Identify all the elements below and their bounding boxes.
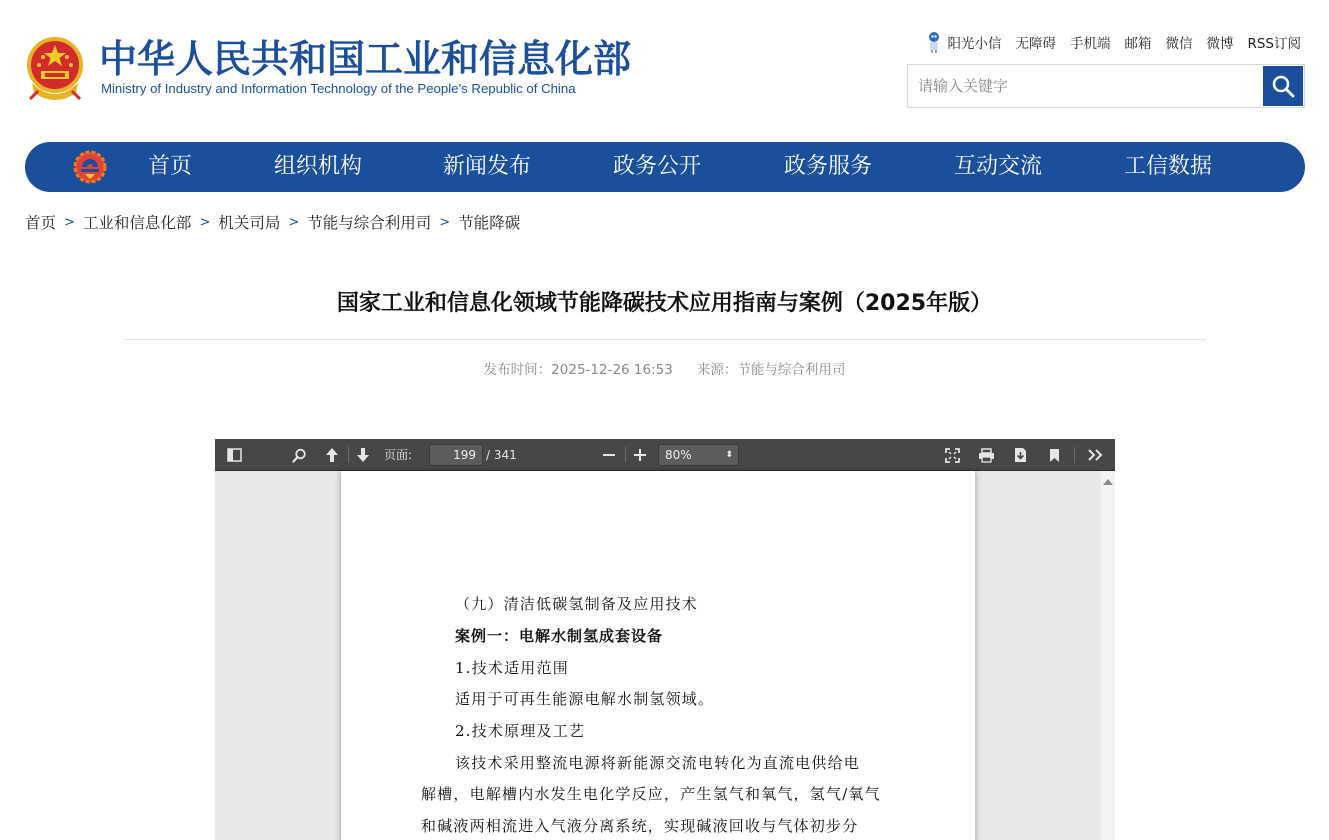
pdf-toolbar [215, 439, 1115, 471]
nav-item-data[interactable]: 工信数据 [1124, 154, 1213, 179]
zoom-out-button[interactable] [598, 439, 620, 471]
toolbar-separator [1074, 447, 1075, 463]
pdf-viewer [215, 439, 1115, 840]
fullscreen-icon [945, 448, 960, 463]
double-chevron-right-icon [1088, 449, 1103, 461]
nav-item-home[interactable]: 首页 [148, 154, 193, 179]
bookmark-button[interactable] [1043, 439, 1065, 471]
pdf-text-line: 和碱液两相流进入气液分离系统，实现碱液回收与气体初步分 [421, 817, 859, 835]
breadcrumb-ministry[interactable]: 工业和信息化部 [82, 214, 192, 232]
next-page-button[interactable] [352, 439, 374, 471]
breadcrumb-department[interactable]: 节能与综合利用司 [307, 214, 432, 232]
tools-button[interactable] [1083, 439, 1107, 471]
toolbar-separator [625, 447, 626, 463]
download-icon [1014, 447, 1027, 463]
find-icon [292, 448, 307, 463]
page-label: 页面: [384, 448, 413, 462]
toolbar-separator [348, 447, 349, 463]
pdf-text-line: （九）清洁低碳氢制备及应用技术 [455, 595, 699, 613]
miit-logo-icon [73, 150, 107, 184]
pdf-scrollbar[interactable] [1101, 471, 1115, 840]
top-link-label: 阳光小信 [947, 36, 1002, 52]
download-button[interactable] [1009, 439, 1031, 471]
article-source: 来源：节能与综合利用司 [696, 362, 846, 378]
pdf-text-line: 案例一：电解水制氢成套设备 [455, 627, 664, 645]
search-box [907, 64, 1305, 108]
search-input[interactable] [908, 65, 1263, 107]
zoom-select[interactable] [658, 444, 739, 466]
nav-item-interaction[interactable]: 互动交流 [954, 154, 1043, 179]
top-link-mobile[interactable]: 手机端 [1069, 36, 1111, 52]
nav-item-services[interactable]: 政务服务 [784, 154, 873, 179]
previous-page-button[interactable] [321, 439, 343, 471]
zoom-in-button[interactable] [629, 439, 651, 471]
pdf-text-line: 适用于可再生能源电解水制氢领域。 [455, 690, 715, 708]
site-name[interactable]: 中华人民共和国工业和信息化部 [99, 37, 632, 81]
chevron-updown-icon: ⬍ [725, 450, 733, 460]
top-links [912, 31, 1301, 53]
robot-mascot-icon [926, 31, 942, 53]
print-button[interactable] [975, 439, 997, 471]
nav-item-organization[interactable]: 组织机构 [274, 154, 363, 179]
breadcrumb-separator: > [439, 214, 451, 230]
breadcrumb-home[interactable]: 首页 [25, 214, 57, 232]
print-icon [978, 448, 995, 463]
pdf-page [341, 471, 975, 840]
arrow-down-icon [356, 447, 370, 463]
breadcrumb [25, 211, 520, 233]
plus-icon [634, 449, 646, 461]
main-nav [25, 142, 1305, 192]
pdf-text-line: 该技术采用整流电源将新能源交流电转化为直流电供给电 [455, 754, 861, 772]
total-pages: / 341 [486, 448, 517, 462]
breadcrumb-current[interactable]: 节能降碳 [458, 214, 521, 232]
nav-item-government-affairs[interactable]: 政务公开 [613, 154, 702, 179]
pdf-text-line: 1.技术适用范围 [455, 659, 569, 677]
breadcrumb-departments[interactable]: 机关司局 [218, 214, 281, 232]
scroll-up-arrow-icon[interactable] [1103, 479, 1113, 485]
top-link-weibo[interactable]: 微博 [1206, 36, 1234, 52]
article-meta [0, 358, 1329, 378]
minus-icon [603, 449, 615, 461]
top-link-sunshine[interactable] [926, 31, 1001, 53]
pdf-text-line: 2.技术原理及工艺 [455, 722, 586, 740]
nav-item-news[interactable]: 新闻发布 [443, 154, 532, 179]
sidebar-toggle-icon [227, 448, 242, 462]
search-icon [1271, 74, 1295, 98]
site-name-english: Ministry of Industry and Information Technology of the People’s Republic of China [101, 81, 576, 96]
search-button[interactable] [1263, 66, 1303, 106]
national-emblem-icon [24, 35, 86, 101]
publish-time: 发布时间：2025-12-26 16:53 [483, 362, 673, 378]
pdf-text-line: 解槽，电解槽内水发生电化学反应，产生氢气和氧气，氢气/氧气 [421, 785, 881, 803]
top-link-rss[interactable]: RSS订阅 [1247, 36, 1301, 52]
top-link-mail[interactable]: 邮箱 [1124, 36, 1152, 52]
breadcrumb-separator: > [199, 214, 211, 230]
top-link-wechat[interactable]: 微信 [1165, 36, 1193, 52]
title-divider [124, 339, 1206, 340]
find-button[interactable] [288, 439, 310, 471]
sidebar-toggle-button[interactable] [223, 439, 245, 471]
arrow-up-icon [325, 447, 339, 463]
breadcrumb-separator: > [64, 214, 75, 230]
page-number-input[interactable] [429, 444, 483, 466]
zoom-value: 80% [665, 448, 692, 462]
breadcrumb-separator: > [288, 214, 300, 230]
top-link-accessibility[interactable]: 无障碍 [1015, 36, 1056, 52]
bookmark-icon [1049, 448, 1060, 463]
article-title: 国家工业和信息化领域节能降碳技术应用指南与案例（2025年版） [336, 291, 993, 316]
pdf-page-area[interactable] [215, 471, 1101, 840]
presentation-mode-button[interactable] [941, 439, 963, 471]
